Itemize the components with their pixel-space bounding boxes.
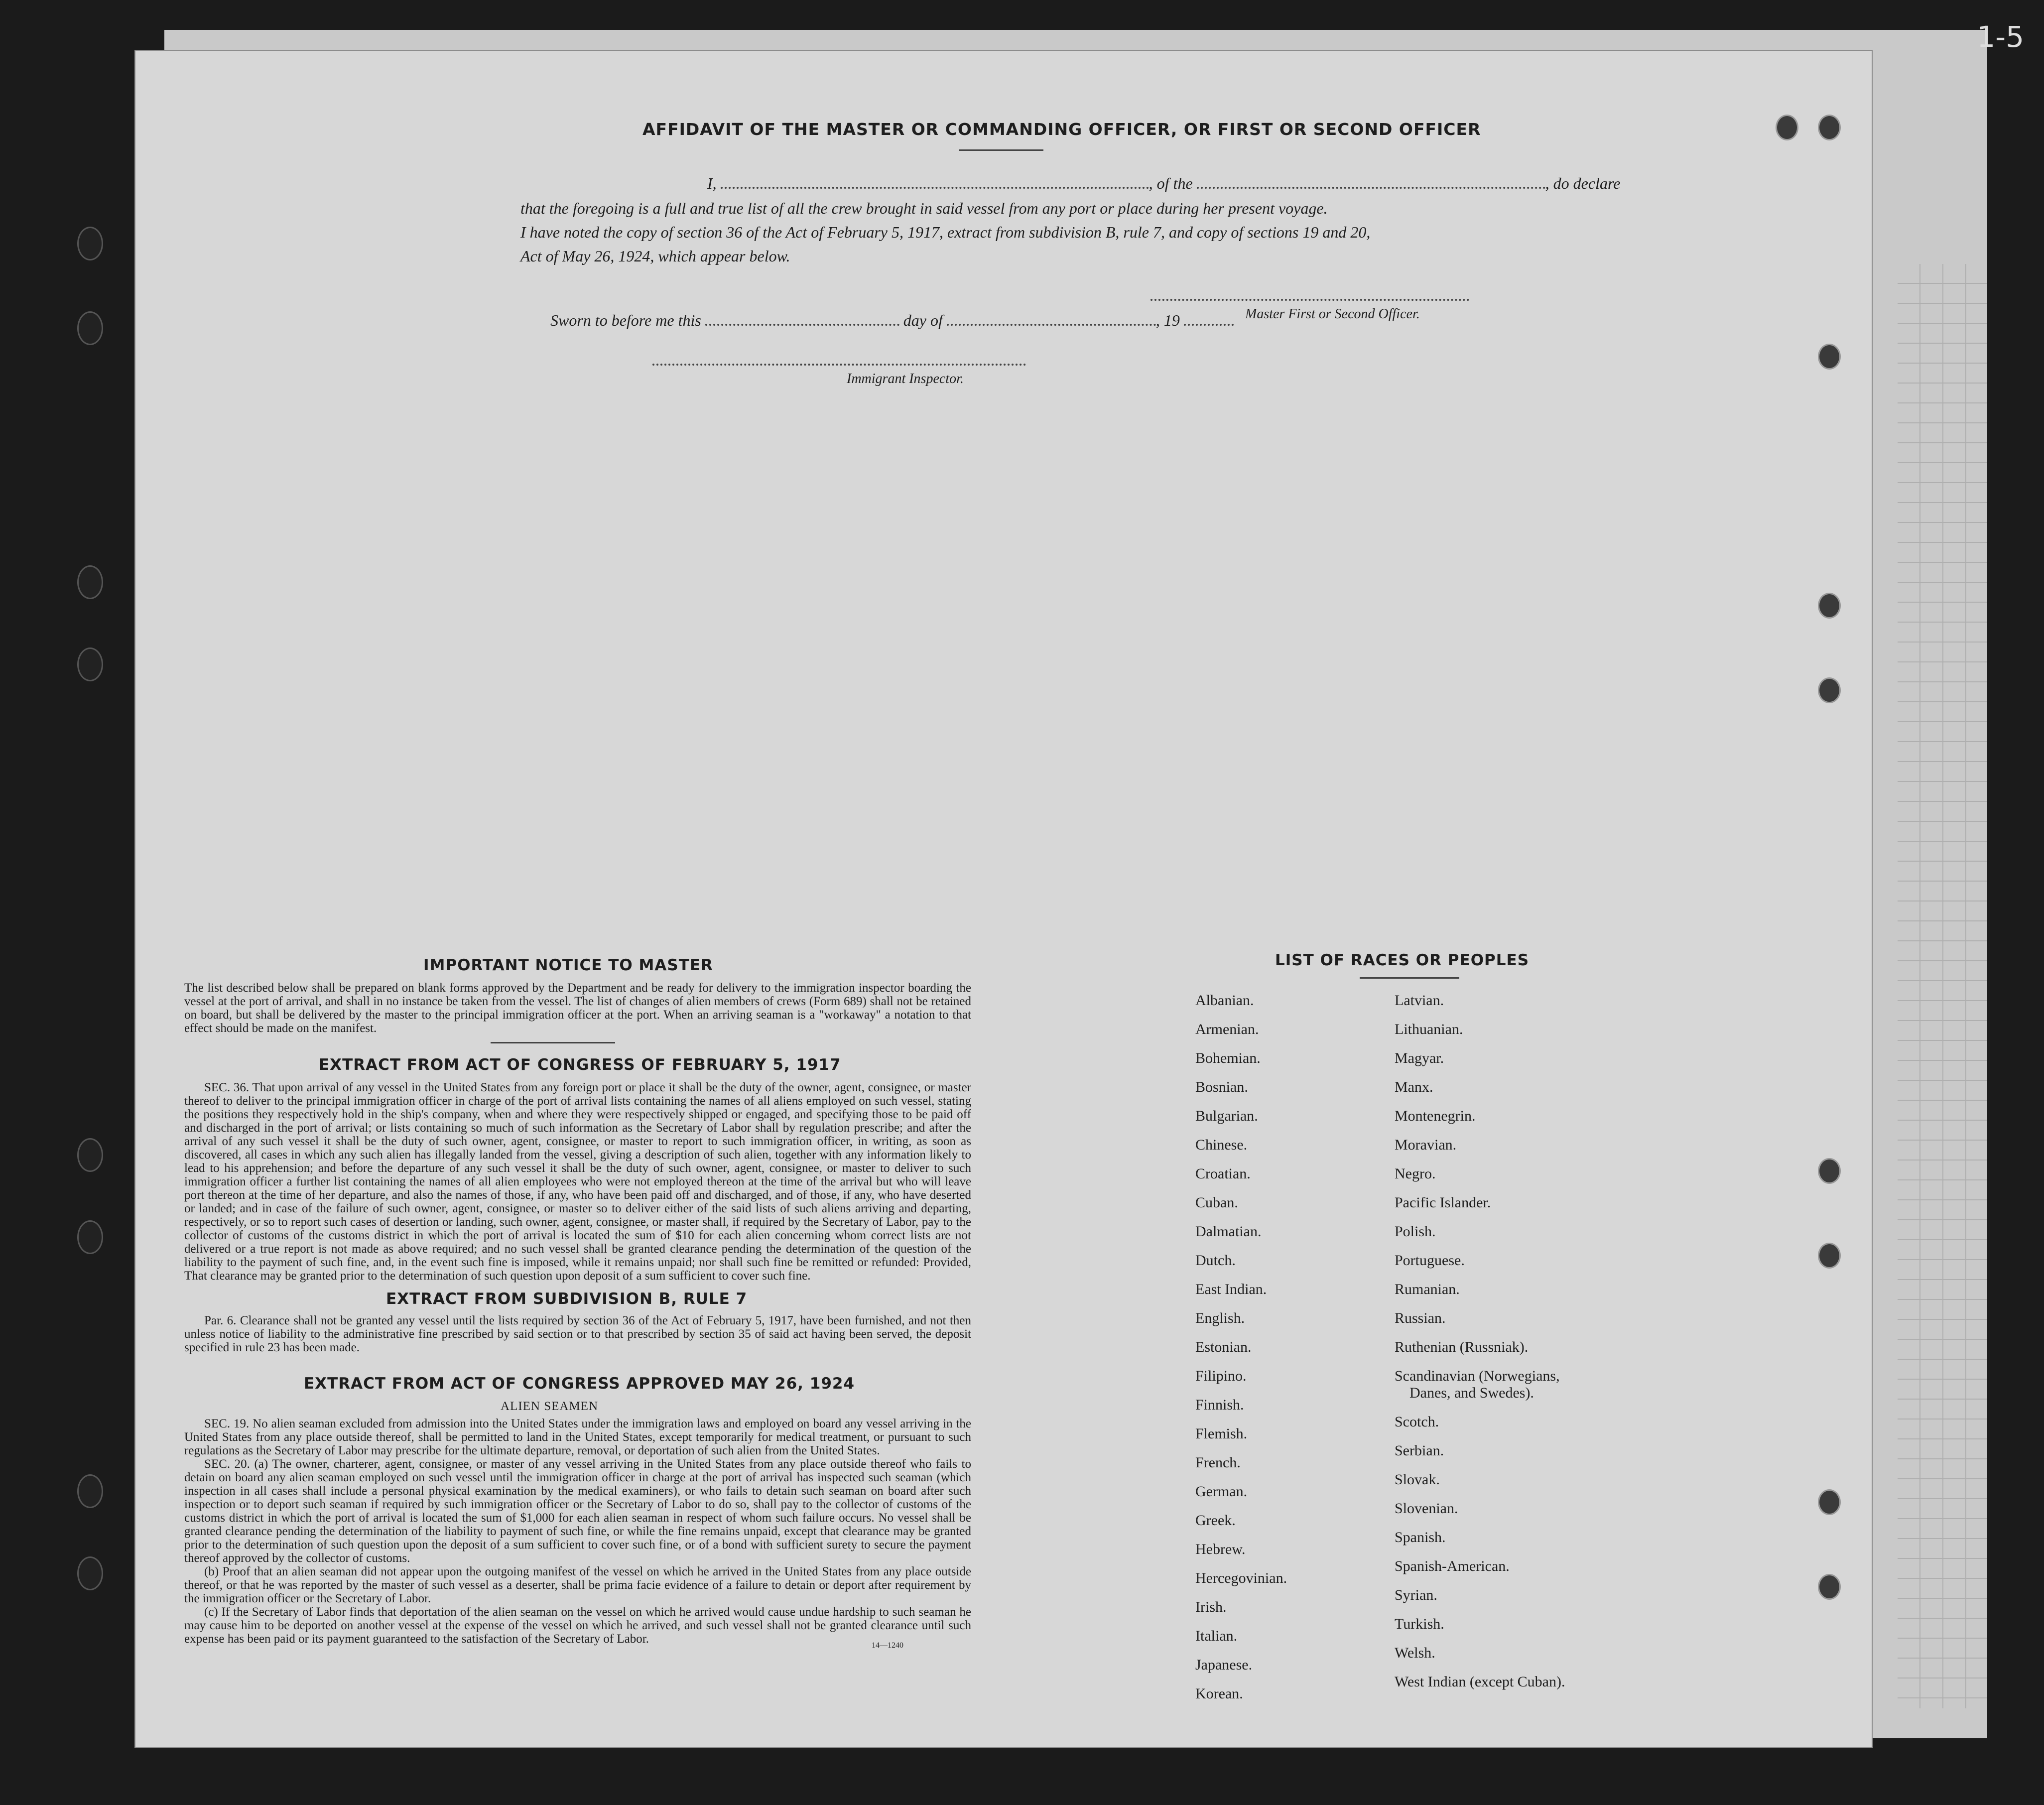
race-item: Finnish. [1195,1397,1244,1413]
race-item: Irish. [1195,1599,1227,1615]
race-item: German. [1195,1483,1248,1500]
race-item: French. [1195,1454,1241,1471]
race-item: Danes, and Swedes). [1409,1385,1534,1401]
punch-hole [1818,1489,1841,1515]
race-item: Ruthenian (Russniak). [1395,1339,1529,1355]
extract-rule7-title: EXTRACT FROM SUBDIVISION B, RULE 7 [386,1290,748,1308]
punch-hole [1818,593,1841,619]
section-20b-text: (b) Proof that an alien seaman did not appear upon the outgoing manifest of the vessel on which he arrived in the United States from any place outside thereof, or that he was reported by the master of such vessel as a deserter, shall be prima facie evidence of a failure to detain or deport after requirement by the immigration officer or the Secretary of Labor. [184,1565,971,1605]
race-item: Croatian. [1195,1165,1251,1182]
punch-hole [77,1556,103,1590]
races-title: LIST OF RACES OR PEOPLES [1275,951,1530,969]
race-item: Chinese. [1195,1137,1248,1153]
master-signature-label: Master First or Second Officer. [1245,306,1420,322]
manifest-page [134,50,1873,1748]
ruled-grid [1898,264,1987,1708]
punch-hole [77,311,103,345]
race-item: Russian. [1395,1310,1446,1326]
race-item: Moravian. [1395,1137,1457,1153]
race-item: Filipino. [1195,1368,1247,1384]
race-item: Bulgarian. [1195,1108,1258,1124]
race-item: Lithuanian. [1395,1021,1463,1037]
form-number: 14—1240 [872,1641,903,1650]
race-item: East Indian. [1195,1281,1267,1297]
race-item: Albanian. [1195,992,1254,1009]
races-column-1 [1195,986,1287,1708]
section-20c-text: (c) If the Secretary of Labor finds that deportation of the alien seaman on the vessel on which he arrived would cause undue hardship to such seaman he may cause him to be deported on another vessel at the expense of the vessel on which he arrived, and such vessel shall not be granted clearance until such expense has been paid or its payment guaranteed to the satisfaction of the Secretary of Labor. [184,1605,971,1646]
race-item: Scotch. [1395,1414,1439,1430]
title-rule [959,149,1043,151]
punch-hole [1818,677,1841,703]
race-item: Serbian. [1395,1442,1444,1459]
extract-1924-subtitle: ALIEN SEAMEN [501,1400,599,1413]
punch-hole [1818,1574,1841,1600]
race-item: Turkish. [1395,1616,1444,1632]
punch-hole [1818,344,1841,370]
extract-1924-title: EXTRACT FROM ACT OF CONGRESS APPROVED MAY 26, 1924 [304,1375,855,1393]
race-item: Italian. [1195,1628,1238,1644]
race-item: Rumanian. [1395,1281,1460,1297]
extract-rule7-text: Par. 6. Clearance shall not be granted any vessel until the lists required by section 36 of the Act of February 5, 1917, have been furnished, and not then unless notice of liability to the administrative fine prescribed by said section or to that prescribed by section 35 of said act having been served, the deposit specified in rule 23 has been made. [184,1314,971,1354]
race-item: Japanese. [1195,1657,1253,1673]
race-item: Spanish. [1395,1529,1446,1546]
punch-hole [1776,115,1798,140]
section-19-text: SEC. 19. No alien seaman excluded from admission into the United States under the immigration laws and employed on board any vessel arriving in the United States from any place outside thereof, shall be permitted to land in the United States, except temporarily for medical treatment, or pursuant to such regulations as the Secretary of Labor may prescribe for the ultimate departure, removal, or deportation of such alien from the United States. [184,1417,971,1457]
race-item: Greek. [1195,1512,1236,1529]
punch-hole [77,1220,103,1254]
race-item: Portuguese. [1395,1252,1465,1269]
race-item: Bohemian. [1195,1050,1261,1066]
race-item: Dalmatian. [1195,1223,1262,1240]
race-item: Welsh. [1395,1645,1435,1661]
race-item: Hercegovinian. [1195,1570,1287,1586]
affidavit-line-4: Act of May 26, 1924, which appear below. [520,247,790,265]
extract-1917-title: EXTRACT FROM ACT OF CONGRESS OF FEBRUARY 5, 1917 [319,1056,841,1074]
race-item: Syrian. [1395,1587,1437,1603]
punch-hole [1818,1158,1841,1184]
punch-hole [77,565,103,599]
race-item: Korean. [1195,1685,1243,1702]
inspector-signature-label: Immigrant Inspector. [847,371,964,387]
race-item: Montenegrin. [1395,1108,1476,1124]
race-item: English. [1195,1310,1245,1326]
affidavit-line-3: I have noted the copy of section 36 of the Act of February 5, 1917, extract from subdivision B, rule 7, and copy of sections 19 and 20, [520,223,1371,241]
race-item: Latvian. [1395,992,1444,1009]
punch-hole [1818,1243,1841,1269]
race-item: Scandinavian (Norwegians, [1395,1368,1560,1384]
punch-hole [77,1138,103,1172]
master-signature-line [1150,299,1469,301]
race-item: Negro. [1395,1165,1436,1182]
race-item: Bosnian. [1195,1079,1248,1095]
notice-title: IMPORTANT NOTICE TO MASTER [423,956,713,974]
race-item: Flemish. [1195,1425,1248,1442]
race-item: Pacific Islander. [1395,1194,1491,1211]
races-title-rule [1360,977,1459,979]
race-item: Dutch. [1195,1252,1236,1269]
punch-hole [77,1474,103,1508]
race-item: Estonian. [1195,1339,1252,1355]
race-item: Spanish-American. [1395,1558,1510,1574]
inspector-signature-line [652,364,1026,366]
sworn-line: Sworn to before me this day of , 19 [550,311,1234,330]
section-rule [491,1042,615,1043]
race-item: Polish. [1395,1223,1436,1240]
section-20a-text: SEC. 20. (a) The owner, charterer, agent, consignee, or master of any vessel arriving in the United States from any place outside thereof who fails to detain on board any alien seaman employed on such vessel until the immigration officer in charge at the port of arrival has inspected such seaman (which inspection in all cases shall include a personal physical examination by the medical examiners), or who fails to detain such seaman on board after such inspection or to deport such seaman if required by such immigration officer or the Secretary of Labor to do so, shall pay to the collector of customs of the customs district in which the port of arrival is located the sum of $1,000 for each alien seaman in respect of whom such failure occurs. No vessel shall be granted clearance pending the determination of the liability to payment of such fine, or while the fine remains unpaid, except that clearance may be granted prior to the determination of such question upon the deposit of a sum sufficient to cover such fine, or of a bond with sufficient surety to secure the payment thereof approved by the collector of customs. [184,1457,971,1565]
punch-hole [77,647,103,681]
punch-hole [1818,115,1841,140]
race-item: Armenian. [1195,1021,1259,1037]
race-item: West Indian (except Cuban). [1395,1674,1565,1690]
extract-1924-body [184,1417,971,1646]
extract-1917-text: SEC. 36. That upon arrival of any vessel in the United States from any foreign port or place it shall be the duty of the owner, agent, consignee, or master thereof to deliver to the principal immigration officer in charge of the port of arrival lists containing the names of all aliens employed on such vessel, stating the positions they respectively hold in the ship's company, when and where they were respectively shipped or engaged, and specifying those to be paid off and discharged in the port of arrival; or lists containing so much of such information as the Secretary of Labor shall by regulation prescribe; and after the arrival of any such vessel it shall be the duty of such owner, agent, consignee, or master to report to such immigration officer, in writing, as soon as discovered, all cases in which any such alien has illegally landed from the vessel, giving a description of such alien, together with any information likely to lead to his apprehension; and before the departure of any such vessel it shall be the duty of such owner, agent, consignee, or master to deliver to such immigration officer a further list containing the names of all alien employees who were not employed thereon at the time of the arrival but who will leave port thereon at the time of her departure, and also the names of those, if any, who have been paid off and discharged, and of those, if any, who have deserted or landed; and in case of the failure of such owner, agent, consignee, or master so to deliver either of the said lists of such aliens arriving and departing, respectively, or so to report such cases of desertion or landing, such owner, agent, consignee, or master shall, if required by the Secretary of Labor, pay to the collector of customs of the customs district in which the port of arrival is located the sum of $10 for each alien concerning whom correct lists are not delivered or a true report is not made as above required; and no such vessel shall be granted clearance pending the determination of the question of the liability to the payment of such fine, and, in the event such fine is imposed, while it remains unpaid; nor shall such fine be remitted or refunded: Provided, That clearance may be granted prior to the determination of such question upon deposit of a sum sufficient to cover such fine. [184,1081,971,1283]
corner-annotation: 1-5 [1977,20,2024,54]
race-item: Manx. [1395,1079,1433,1095]
race-item: Hebrew. [1195,1541,1246,1557]
races-column-2 [1395,986,1565,1696]
race-item: Cuban. [1195,1194,1238,1211]
punch-hole [77,227,103,260]
affidavit-line-1: I, , of the , do declare [707,174,1621,192]
affidavit-line-2: that the foregoing is a full and true list of all the crew brought in said vessel from any port or place during her present voyage. [520,199,1328,217]
race-item: Slovenian. [1395,1500,1458,1517]
race-item: Magyar. [1395,1050,1444,1066]
race-item: Slovak. [1395,1471,1440,1488]
notice-text: The list described below shall be prepared on blank forms approved by the Department and be ready for delivery to the immigration inspector boarding the vessel at the port of arrival, and shall in no instance be taken from the vessel. The list of changes of alien members of crews (Form 689) shall not be retained on board, but shall be delivered by the master to the principal immigration officer at the port. When an arriving seaman is a "workaway" a notation to that effect should be made on the manifest. [184,981,971,1035]
affidavit-title: AFFIDAVIT OF THE MASTER OR COMMANDING OFFICER, OR FIRST OR SECOND OFFICER [642,120,1481,139]
